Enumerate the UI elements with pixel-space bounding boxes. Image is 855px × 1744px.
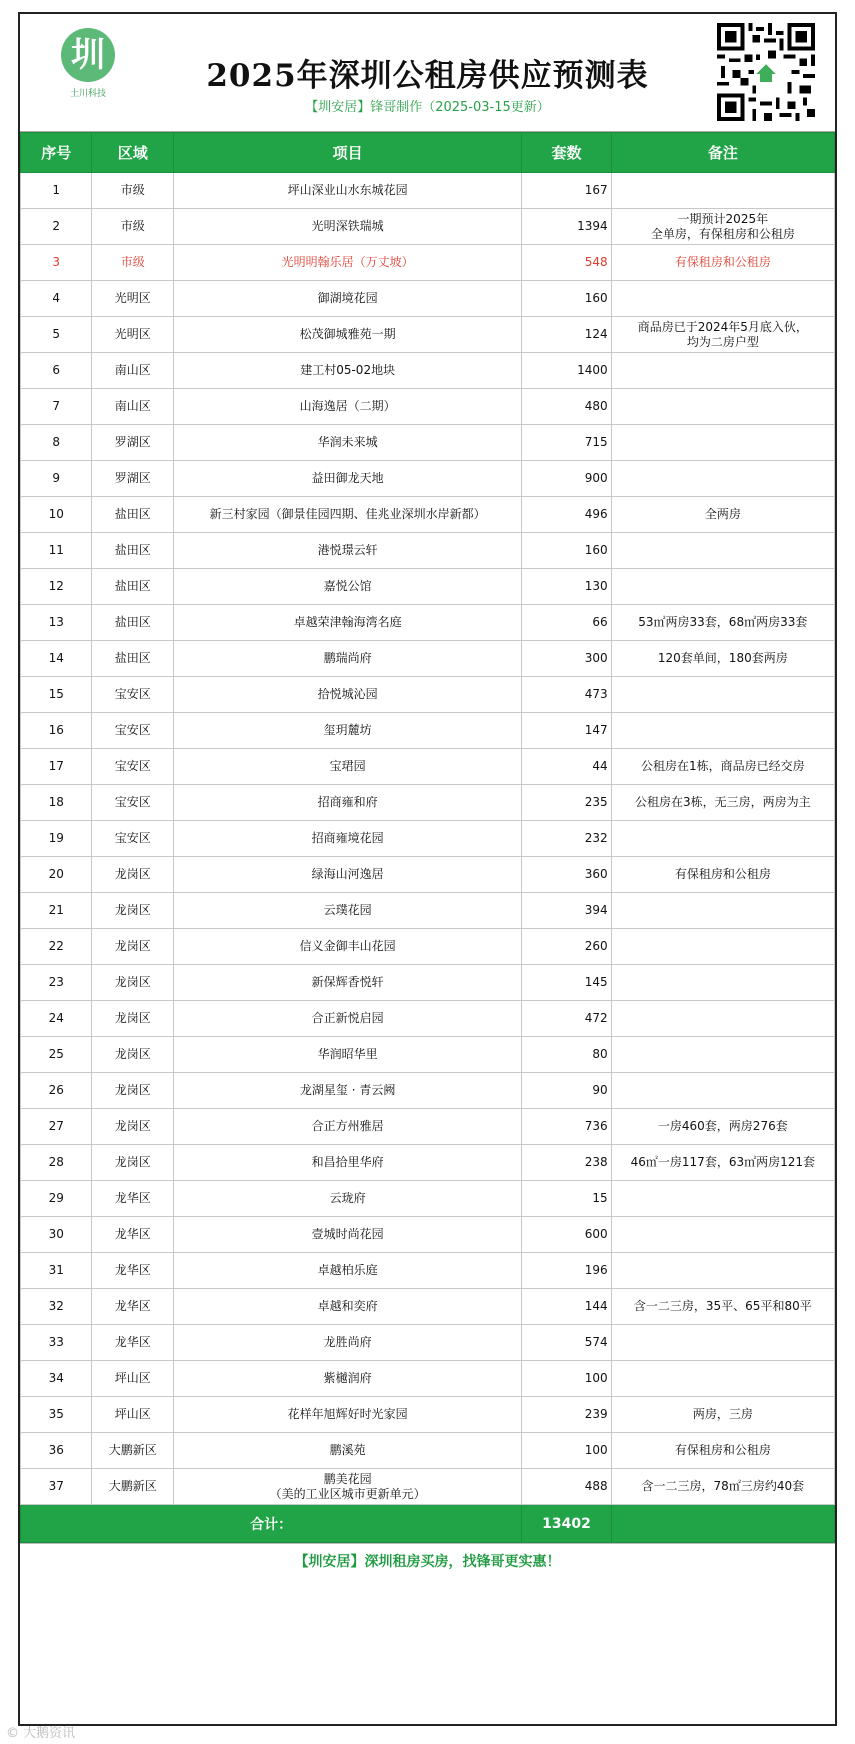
cell-units: 472 <box>522 1001 611 1037</box>
cell-no: 24 <box>21 1001 92 1037</box>
cell-units: 360 <box>522 857 611 893</box>
cell-note <box>611 173 834 209</box>
cell-district: 南山区 <box>92 389 174 425</box>
cell-district: 坪山区 <box>92 1361 174 1397</box>
cell-no: 25 <box>21 1037 92 1073</box>
cell-no: 20 <box>21 857 92 893</box>
cell-note <box>611 893 834 929</box>
cell-no: 6 <box>21 353 92 389</box>
cell-note: 商品房已于2024年5月底入伙， 均为二房户型 <box>611 317 834 353</box>
table-row <box>21 713 835 749</box>
logo-mark: 圳 <box>61 28 115 82</box>
qr-code-icon <box>717 23 815 121</box>
cell-no: 13 <box>21 605 92 641</box>
cell-district: 龙岗区 <box>92 1001 174 1037</box>
cell-note <box>611 965 834 1001</box>
cell-district: 龙岗区 <box>92 965 174 1001</box>
table-row <box>21 245 835 281</box>
cell-district: 罗湖区 <box>92 461 174 497</box>
cell-project: 益田御龙天地 <box>173 461 521 497</box>
cell-district: 罗湖区 <box>92 425 174 461</box>
cell-project: 招商雍境花园 <box>173 821 521 857</box>
cell-project: 紫樾润府 <box>173 1361 521 1397</box>
cell-note <box>611 569 834 605</box>
table-row <box>21 173 835 209</box>
cell-project: 新三村家园（御景佳园四期、佳兆业深圳水岸新都） <box>173 497 521 533</box>
cell-note <box>611 1073 834 1109</box>
cell-no: 3 <box>21 245 92 281</box>
cell-units: 548 <box>522 245 611 281</box>
cell-note <box>611 1217 834 1253</box>
cell-note: 含一二三房，78㎡三房约40套 <box>611 1469 834 1505</box>
col-note: 备注 <box>611 133 834 173</box>
cell-units: 167 <box>522 173 611 209</box>
cell-units: 394 <box>522 893 611 929</box>
header <box>20 14 835 132</box>
cell-district: 盐田区 <box>92 497 174 533</box>
cell-project: 卓越荣津翰海湾名庭 <box>173 605 521 641</box>
cell-units: 147 <box>522 713 611 749</box>
table-row <box>21 749 835 785</box>
cell-units: 715 <box>522 425 611 461</box>
cell-no: 11 <box>21 533 92 569</box>
cell-note <box>611 677 834 713</box>
cell-district: 市级 <box>92 245 174 281</box>
cell-note: 有保租房和公租房 <box>611 857 834 893</box>
logo-caption: 土川科技 <box>69 89 106 99</box>
cell-project: 招商雍和府 <box>173 785 521 821</box>
table-row <box>21 1253 835 1289</box>
cell-no: 29 <box>21 1181 92 1217</box>
cell-units: 80 <box>522 1037 611 1073</box>
table-row <box>21 1469 835 1505</box>
cell-units: 736 <box>522 1109 611 1145</box>
cell-note <box>611 425 834 461</box>
cell-note <box>611 1361 834 1397</box>
cell-units: 496 <box>522 497 611 533</box>
cell-no: 4 <box>21 281 92 317</box>
cell-project: 松茂御城雅苑一期 <box>173 317 521 353</box>
cell-district: 宝安区 <box>92 749 174 785</box>
cell-district: 宝安区 <box>92 785 174 821</box>
cell-project: 龙湖星玺 · 青云阙 <box>173 1073 521 1109</box>
cell-units: 488 <box>522 1469 611 1505</box>
cell-units: 260 <box>522 929 611 965</box>
cell-district: 龙岗区 <box>92 929 174 965</box>
cell-district: 盐田区 <box>92 605 174 641</box>
cell-note <box>611 353 834 389</box>
cell-no: 1 <box>21 173 92 209</box>
table-row <box>21 641 835 677</box>
cell-note: 两房，三房 <box>611 1397 834 1433</box>
cell-project: 龙胜尚府 <box>173 1325 521 1361</box>
cell-district: 宝安区 <box>92 821 174 857</box>
table-row <box>21 1217 835 1253</box>
cell-project: 卓越柏乐庭 <box>173 1253 521 1289</box>
cell-note: 公租房在1栋，商品房已经交房 <box>611 749 834 785</box>
cell-project: 信义金御丰山花园 <box>173 929 521 965</box>
cell-no: 10 <box>21 497 92 533</box>
cell-units: 160 <box>522 533 611 569</box>
cell-project: 合正方州雅居 <box>173 1109 521 1145</box>
cell-project: 嘉悦公馆 <box>173 569 521 605</box>
table-row <box>21 965 835 1001</box>
cell-project: 卓越和奕府 <box>173 1289 521 1325</box>
cell-district: 龙岗区 <box>92 1109 174 1145</box>
cell-project: 绿海山河逸居 <box>173 857 521 893</box>
table-row <box>21 317 835 353</box>
col-no: 序号 <box>21 133 92 173</box>
supply-table <box>20 132 835 1543</box>
table-row <box>21 1037 835 1073</box>
watermark: © 大鹅资讯 <box>6 1726 76 1741</box>
cell-no: 36 <box>21 1433 92 1469</box>
cell-no: 35 <box>21 1397 92 1433</box>
cell-no: 26 <box>21 1073 92 1109</box>
cell-district: 光明区 <box>92 281 174 317</box>
cell-note <box>611 713 834 749</box>
cell-district: 龙岗区 <box>92 1073 174 1109</box>
page-subtitle: 【圳安居】锋哥制作（2025-03-15更新） <box>305 100 550 115</box>
cell-note <box>611 461 834 497</box>
cell-note: 53㎡两房33套，68㎡两房33套 <box>611 605 834 641</box>
cell-units: 238 <box>522 1145 611 1181</box>
cell-project: 新保辉香悦轩 <box>173 965 521 1001</box>
cell-note: 含一二三房，35平、65平和80平 <box>611 1289 834 1325</box>
cell-units: 124 <box>522 317 611 353</box>
cell-project: 鹏瑞尚府 <box>173 641 521 677</box>
cell-units: 145 <box>522 965 611 1001</box>
cell-note: 120套单间，180套两房 <box>611 641 834 677</box>
table-body <box>21 173 835 1505</box>
cell-no: 32 <box>21 1289 92 1325</box>
cell-no: 28 <box>21 1145 92 1181</box>
cell-note: 有保租房和公租房 <box>611 245 834 281</box>
cell-units: 44 <box>522 749 611 785</box>
cell-units: 480 <box>522 389 611 425</box>
page-title: 2025年深圳公租房供应预测表 <box>206 58 649 94</box>
cell-project: 鹏溪苑 <box>173 1433 521 1469</box>
cell-no: 18 <box>21 785 92 821</box>
cell-units: 900 <box>522 461 611 497</box>
cell-note: 有保租房和公租房 <box>611 1433 834 1469</box>
cell-units: 100 <box>522 1433 611 1469</box>
cell-district: 大鹏新区 <box>92 1469 174 1505</box>
col-project: 项目 <box>173 133 521 173</box>
cell-district: 龙华区 <box>92 1325 174 1361</box>
cell-district: 龙华区 <box>92 1217 174 1253</box>
cell-project: 花样年旭辉好时光家园 <box>173 1397 521 1433</box>
cell-no: 30 <box>21 1217 92 1253</box>
cell-no: 19 <box>21 821 92 857</box>
cell-no: 17 <box>21 749 92 785</box>
table-row <box>21 461 835 497</box>
cell-project: 御湖境花园 <box>173 281 521 317</box>
cell-project: 光明明翰乐居（万丈坡） <box>173 245 521 281</box>
table-row <box>21 1325 835 1361</box>
table-row <box>21 389 835 425</box>
cell-no: 5 <box>21 317 92 353</box>
cell-units: 130 <box>522 569 611 605</box>
cell-units: 239 <box>522 1397 611 1433</box>
cell-no: 12 <box>21 569 92 605</box>
cell-no: 23 <box>21 965 92 1001</box>
total-label: 合计： <box>21 1505 522 1543</box>
cell-project: 鹏美花园 （美的工业区城市更新单元） <box>173 1469 521 1505</box>
cell-units: 90 <box>522 1073 611 1109</box>
cell-no: 27 <box>21 1109 92 1145</box>
cell-units: 15 <box>522 1181 611 1217</box>
cell-note: 公租房在3栋，无三房，两房为主 <box>611 785 834 821</box>
cell-units: 473 <box>522 677 611 713</box>
cell-no: 22 <box>21 929 92 965</box>
cell-note <box>611 1253 834 1289</box>
cell-no: 31 <box>21 1253 92 1289</box>
cell-units: 232 <box>522 821 611 857</box>
cell-district: 龙岗区 <box>92 1037 174 1073</box>
footer-slogan: 【圳安居】深圳租房买房，找锋哥更实惠！ <box>20 1543 835 1580</box>
cell-district: 宝安区 <box>92 713 174 749</box>
cell-no: 14 <box>21 641 92 677</box>
cell-note <box>611 389 834 425</box>
cell-units: 300 <box>522 641 611 677</box>
cell-no: 37 <box>21 1469 92 1505</box>
table-row <box>21 785 835 821</box>
cell-units: 144 <box>522 1289 611 1325</box>
col-district: 区域 <box>92 133 174 173</box>
cell-note: 全两房 <box>611 497 834 533</box>
cell-project: 玺玥麓坊 <box>173 713 521 749</box>
cell-project: 坪山深业山水东城花园 <box>173 173 521 209</box>
sheet <box>18 12 837 1726</box>
table-row <box>21 821 835 857</box>
cell-district: 南山区 <box>92 353 174 389</box>
table-row <box>21 497 835 533</box>
table-row <box>21 1145 835 1181</box>
cell-project: 云珑府 <box>173 1181 521 1217</box>
cell-project: 港悦璟云轩 <box>173 533 521 569</box>
cell-project: 和昌拾里华府 <box>173 1145 521 1181</box>
cell-units: 160 <box>522 281 611 317</box>
cell-no: 8 <box>21 425 92 461</box>
cell-district: 龙华区 <box>92 1289 174 1325</box>
cell-district: 宝安区 <box>92 677 174 713</box>
cell-note <box>611 1181 834 1217</box>
cell-no: 15 <box>21 677 92 713</box>
cell-units: 600 <box>522 1217 611 1253</box>
cell-project: 云璞花园 <box>173 893 521 929</box>
cell-no: 7 <box>21 389 92 425</box>
cell-project: 华润未来城 <box>173 425 521 461</box>
cell-district: 大鹏新区 <box>92 1433 174 1469</box>
cell-no: 33 <box>21 1325 92 1361</box>
cell-no: 9 <box>21 461 92 497</box>
table-row <box>21 569 835 605</box>
cell-units: 235 <box>522 785 611 821</box>
cell-no: 16 <box>21 713 92 749</box>
cell-no: 2 <box>21 209 92 245</box>
cell-units: 66 <box>522 605 611 641</box>
cell-units: 100 <box>522 1361 611 1397</box>
cell-project: 华润昭华里 <box>173 1037 521 1073</box>
table-row <box>21 1073 835 1109</box>
table-row <box>21 425 835 461</box>
table-row <box>21 605 835 641</box>
cell-district: 盐田区 <box>92 533 174 569</box>
cell-project: 拾悦城沁园 <box>173 677 521 713</box>
table-row <box>21 1397 835 1433</box>
cell-note: 一房460套，两房276套 <box>611 1109 834 1145</box>
table-row <box>21 281 835 317</box>
cell-project: 壹城时尚花园 <box>173 1217 521 1253</box>
cell-no: 21 <box>21 893 92 929</box>
cell-district: 龙华区 <box>92 1181 174 1217</box>
table-row <box>21 929 835 965</box>
cell-district: 盐田区 <box>92 569 174 605</box>
cell-district: 光明区 <box>92 317 174 353</box>
cell-district: 市级 <box>92 209 174 245</box>
cell-district: 龙岗区 <box>92 857 174 893</box>
cell-units: 1394 <box>522 209 611 245</box>
cell-district: 龙华区 <box>92 1253 174 1289</box>
cell-no: 34 <box>21 1361 92 1397</box>
cell-project: 山海逸居（二期） <box>173 389 521 425</box>
cell-note <box>611 281 834 317</box>
cell-project: 宝珺园 <box>173 749 521 785</box>
col-units: 套数 <box>522 133 611 173</box>
table-row <box>21 1109 835 1145</box>
cell-note <box>611 1037 834 1073</box>
table-row <box>21 857 835 893</box>
cell-district: 龙岗区 <box>92 893 174 929</box>
table-row <box>21 1361 835 1397</box>
cell-district: 龙岗区 <box>92 1145 174 1181</box>
table-header-row <box>21 133 835 173</box>
cell-district: 市级 <box>92 173 174 209</box>
cell-project: 光明深铁瑞城 <box>173 209 521 245</box>
table-row <box>21 677 835 713</box>
cell-project: 建工村05-02地块 <box>173 353 521 389</box>
total-row <box>21 1505 835 1543</box>
cell-note: 46㎡一房117套，63㎡两房121套 <box>611 1145 834 1181</box>
table-row <box>21 1433 835 1469</box>
cell-note <box>611 821 834 857</box>
table-row <box>21 893 835 929</box>
cell-units: 1400 <box>522 353 611 389</box>
total-value: 13402 <box>522 1505 611 1543</box>
table-row <box>21 209 835 245</box>
cell-note <box>611 533 834 569</box>
table-row <box>21 353 835 389</box>
cell-note <box>611 1001 834 1037</box>
table-row <box>21 1289 835 1325</box>
cell-district: 盐田区 <box>92 641 174 677</box>
table-row <box>21 1181 835 1217</box>
cell-district: 坪山区 <box>92 1397 174 1433</box>
cell-project: 合正新悦启园 <box>173 1001 521 1037</box>
cell-units: 196 <box>522 1253 611 1289</box>
total-note <box>611 1505 834 1543</box>
cell-note <box>611 1325 834 1361</box>
table-row <box>21 1001 835 1037</box>
cell-note <box>611 929 834 965</box>
table-row <box>21 533 835 569</box>
cell-note: 一期预计2025年 全单房，有保租房和公租房 <box>611 209 834 245</box>
cell-units: 574 <box>522 1325 611 1361</box>
